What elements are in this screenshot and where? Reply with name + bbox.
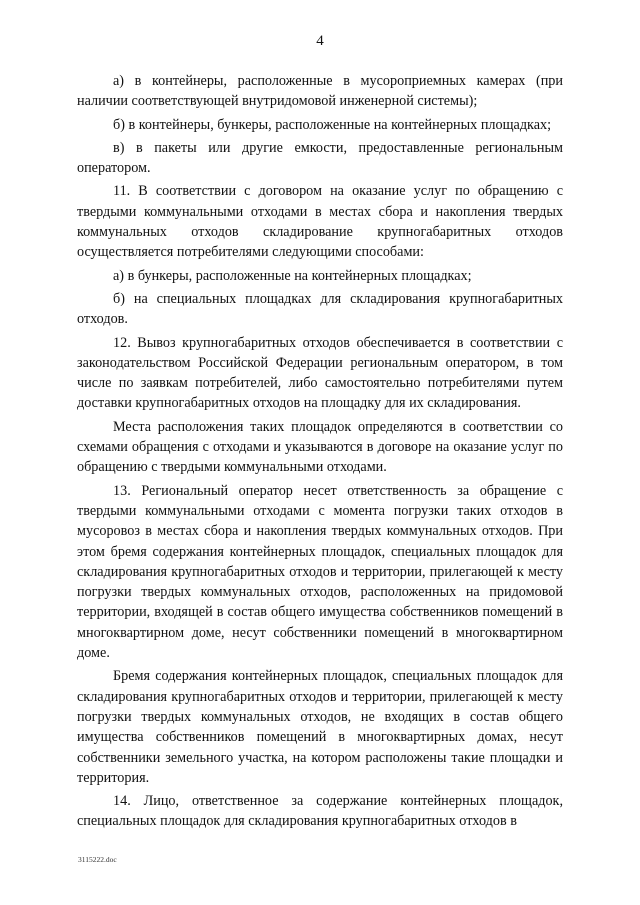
paragraph-clause-13-burden: Бремя содержания контейнерных площадок, специальных площадок для складирования крупногабаритных отходов и территории, прилегающей к месту погрузки твердых коммунальных отходов, не входящих в состав общего имущества собственников помещений в многоквартирных домах, несут собственники земельного участка, на котором расположены такие площадки и территория. xyxy=(77,668,563,786)
page-number: 4 xyxy=(316,33,324,49)
paragraph-item-a-2: а) в бункеры, расположенные на контейнерных площадках; xyxy=(113,267,472,284)
paragraph-clause-11: 11. В соответствии с договором на оказание услуг по обращению с твердыми коммунальными отходами в местах сбора и накопления твердых коммунальных отходов складирование крупногабаритных отходов осуществляется потребителями следующими способами: xyxy=(77,183,563,261)
document-body xyxy=(77,71,563,835)
paragraph-clause-12-locations: Места расположения таких площадок определяются в соответствии со схемами обращения с отходами и указываются в договоре на оказание услуг по обращению с твердыми коммунальными отходами. xyxy=(77,418,563,476)
footer-file-code: 3115222.doc xyxy=(78,855,117,864)
paragraph-clause-12: 12. Вывоз крупногабаритных отходов обеспечивается в соответствии с законодательством Российской Федерации региональным оператором, в том числе по заявкам потребителей, либо самостоятельно потребителями путем доставки крупногабаритных отходов на площадку для их складирования. xyxy=(77,334,563,412)
paragraph-item-v-1: в) в пакеты или другие емкости, предоставленные региональным оператором. xyxy=(77,139,563,177)
paragraph-clause-13: 13. Региональный оператор несет ответственность за обращение с твердыми коммунальными отходами с момента погрузки таких отходов в мусоровоз в местах сбора и накопления твердых коммунальных отходов. При этом бремя содержания контейнерных площадок, специальных площадок для складирования крупногабаритных отходов и территории, прилегающей к месту погрузки твердых коммунальных отходов, расположенных на придомовой территории, входящей в состав общего имущества собственников помещений в многоквартирном доме, несут собственники помещений в многоквартирном доме. xyxy=(77,482,563,662)
paragraph-item-b-2: б) на специальных площадках для складирования крупногабаритных отходов. xyxy=(77,290,563,328)
paragraph-item-b-1: б) в контейнеры, бункеры, расположенные на контейнерных площадках; xyxy=(113,116,552,133)
paragraph-clause-14: 14. Лицо, ответственное за содержание контейнерных площадок, специальных площадок для складирования крупногабаритных отходов в xyxy=(77,793,563,830)
paragraph-item-a-1: а) в контейнеры, расположенные в мусороприемных камерах (при наличии соответствующей внутридомовой инженерной системы); xyxy=(77,73,563,110)
